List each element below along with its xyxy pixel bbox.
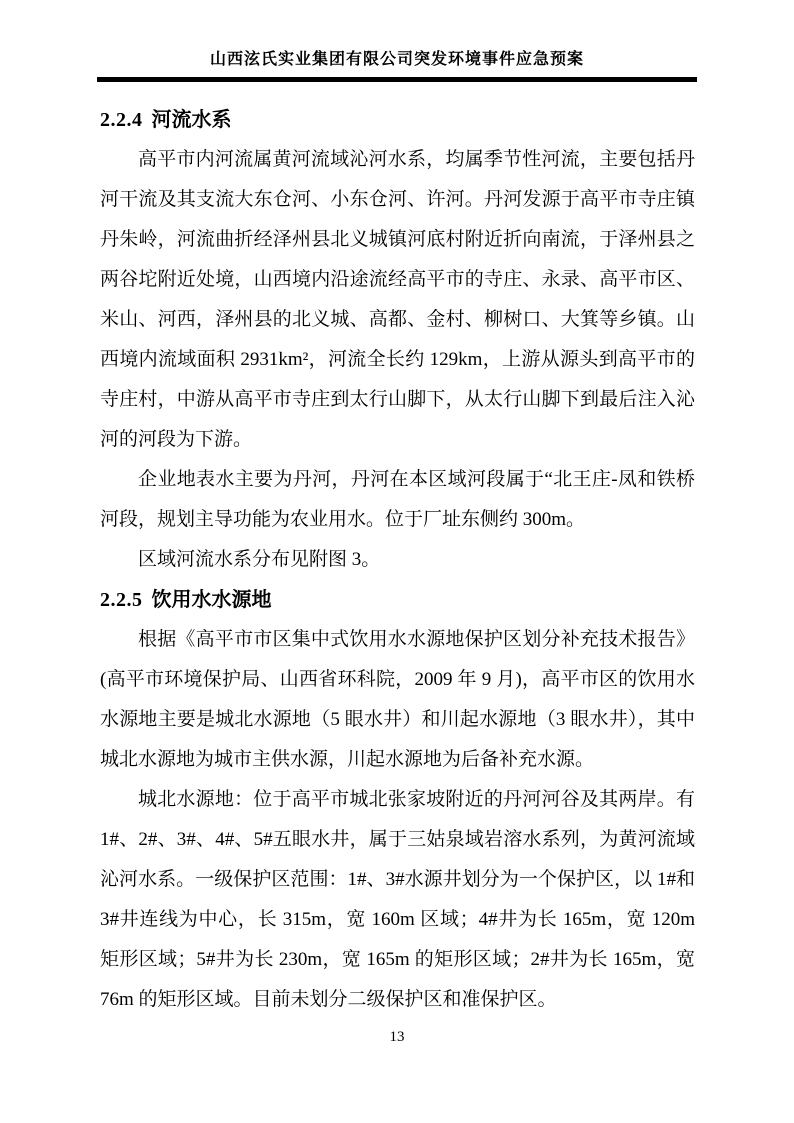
section-number: 2.2.5 [100,589,143,611]
section-heading-2-2-5 [100,580,695,620]
paragraph-river-system-1: 高平市内河流属黄河流域沁河水系，均属季节性河流，主要包括丹河干流及其支流大东仓河、小东仓河、许河。丹河发源于高平市寺庄镇丹朱岭，河流曲折经泽州县北义城镇河底村附近折向南流，于泽州县之两谷坨附近处境，山西境内沿途流经高平市的寺庄、永录、高平市区、米山、河西，泽州县的北义城、高都、金村、柳树口、大箕等乡镇。山西境内流域面积 2931km²，河流全长约 129km，上游从源头到高平市的寺庄村，中游从高平市寺庄到太行山脚下，从太行山脚下到最后注入沁河的河段为下游。 [100,149,695,450]
header-rule [97,77,697,82]
page-header [97,48,697,72]
page-number: 13 [389,1029,405,1045]
document-body [100,100,695,1020]
section-title: 河流水系 [151,109,232,131]
document-title: 山西泫氏实业集团有限公司突发环境事件应急预案 [209,51,584,68]
section-title: 饮用水水源地 [151,589,272,611]
section-number: 2.2.4 [100,109,143,131]
page-footer [0,1028,794,1046]
section-heading-2-2-4 [100,100,695,140]
paragraph-river-system-2: 企业地表水主要为丹河，丹河在本区域河段属于“北王庄-凤和铁桥河段，规划主导功能为农业用水。位于厂址东侧约 300m。 [100,469,695,530]
paragraph-river-system-3: 区域河流水系分布见附图 3。 [138,549,381,570]
paragraph-water-source-1: 根据《高平市市区集中式饮用水水源地保护区划分补充技术报告》(高平市环境保护局、山西省环科院，2009 年 9 月)，高平市区的饮用水水源地主要是城北水源地（5 眼水井）和川起水源地（3 眼水井），其中城北水源地为城市主供水源，川起水源地为后备补充水源。 [100,629,695,770]
paragraph-water-source-2: 城北水源地：位于高平市城北张家坡附近的丹河河谷及其两岸。有1#、2#、3#、4#、5#五眼水井，属于三姑泉域岩溶水系列，为黄河流域沁河水系。一级保护区范围：1#、3#水源井划分为一个保护区，以 1#和 3#井连线为中心，长 315m，宽 160m 区域；4#井为长 165m，宽 120m 矩形区域；5#井为长 230m，宽 165m 的矩形区域；2#井为长 165m，宽 76m 的矩形区域。目前未划分二级保护区和准保护区。 [100,789,695,1010]
